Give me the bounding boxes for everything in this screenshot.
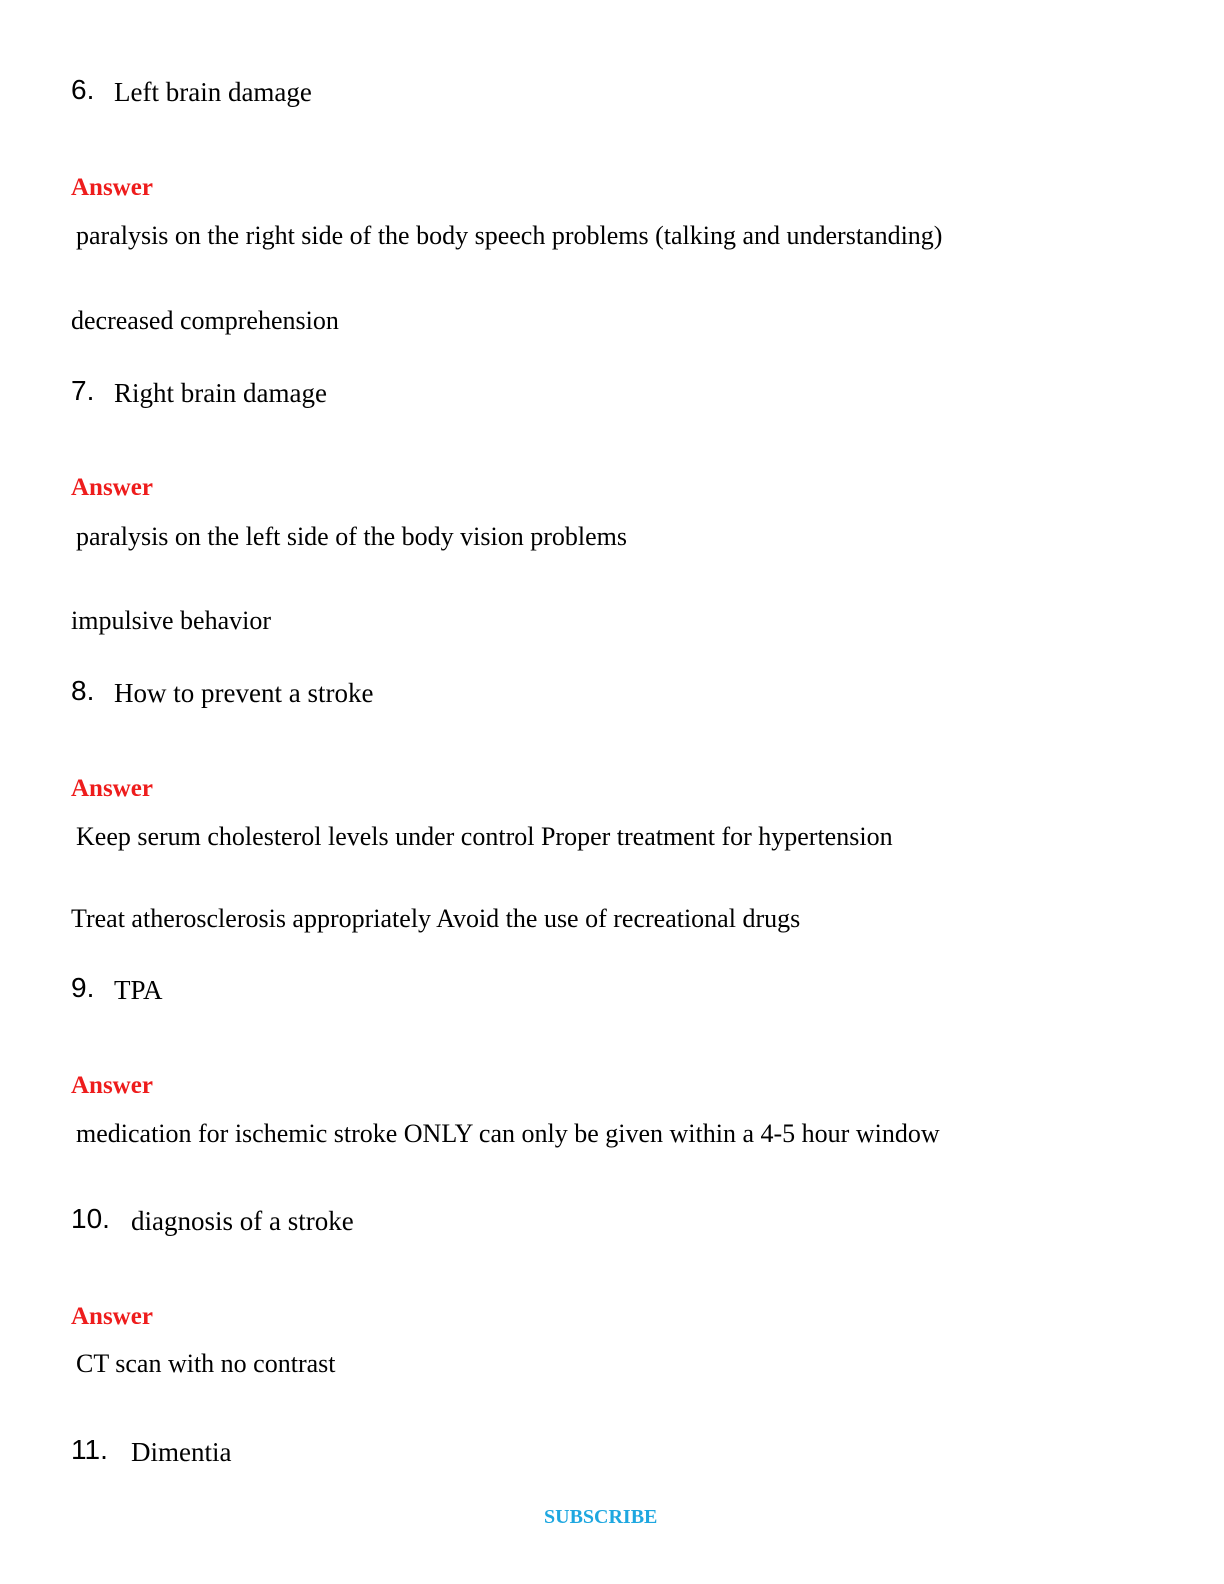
question-title: diagnosis of a stroke — [131, 1206, 354, 1236]
question-number: 10. — [71, 1203, 110, 1234]
answer-label: Answer — [71, 1072, 153, 1099]
question-title: TPA — [114, 975, 163, 1005]
answer-line: Keep serum cholesterol levels under control Proper treatment for hypertension — [76, 822, 893, 851]
answer-label: Answer — [71, 775, 153, 802]
question-number: 9. — [71, 972, 95, 1003]
question-number: 6. — [71, 74, 95, 105]
answer-label: Answer — [71, 1303, 153, 1330]
question-title: Dimentia — [131, 1437, 232, 1467]
question-number: 11. — [71, 1434, 108, 1465]
question-title: Right brain damage — [114, 378, 327, 408]
answer-line: decreased comprehension — [71, 306, 339, 335]
answer-line: paralysis on the left side of the body vision problems — [76, 522, 627, 551]
answer-label: Answer — [71, 174, 153, 201]
answer-line: Treat atherosclerosis appropriately Avoid the use of recreational drugs — [71, 904, 801, 933]
question-number: 8. — [71, 675, 95, 706]
answer-line: paralysis on the right side of the body speech problems (talking and understanding) — [76, 221, 943, 250]
question-title: How to prevent a stroke — [114, 678, 374, 708]
answer-line: impulsive behavior — [71, 606, 272, 635]
question-title: Left brain damage — [114, 77, 312, 107]
subscribe-link[interactable]: SUBSCRIBE — [544, 1506, 658, 1528]
answer-line: medication for ischemic stroke ONLY can only be given within a 4-5 hour window — [76, 1119, 940, 1148]
answer-label: Answer — [71, 474, 153, 501]
question-number: 7. — [71, 375, 95, 406]
answer-line: CT scan with no contrast — [76, 1349, 336, 1378]
